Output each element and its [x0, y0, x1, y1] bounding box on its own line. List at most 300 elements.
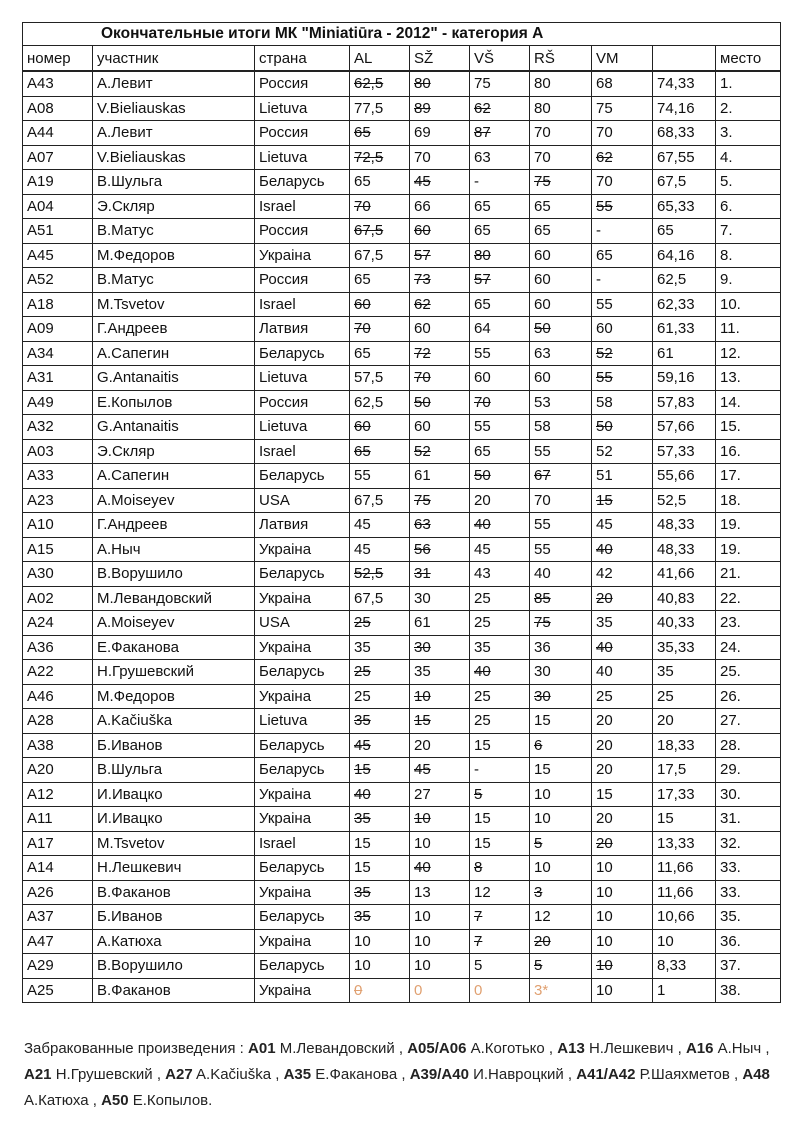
- cell-al: 60: [350, 415, 410, 440]
- rejected-entry-id: A48: [742, 1066, 770, 1083]
- cell-place: 28.: [716, 733, 781, 758]
- cell-rs: 30: [530, 684, 592, 709]
- cell-sz: 75: [410, 488, 470, 513]
- cell-place: 14.: [716, 390, 781, 415]
- table-row: [23, 194, 781, 219]
- cell-participant: A.Moiseyev: [93, 611, 255, 636]
- cell-rs: 58: [530, 415, 592, 440]
- cell-sz: 10: [410, 831, 470, 856]
- cell-vs: 65: [470, 292, 530, 317]
- cell-participant: Н.Лешкевич: [93, 856, 255, 881]
- cell-vm: 75: [592, 96, 653, 121]
- cell-average: 48,33: [653, 537, 716, 562]
- cell-participant: Г.Андреев: [93, 513, 255, 538]
- footnote-text: М.Левандовский ,: [275, 1040, 408, 1057]
- col-header-vs: VŠ: [470, 46, 530, 72]
- cell-rs: 60: [530, 243, 592, 268]
- cell-number: A46: [23, 684, 93, 709]
- cell-average: 57,33: [653, 439, 716, 464]
- cell-number: A03: [23, 439, 93, 464]
- cell-place: 37.: [716, 954, 781, 979]
- cell-sz: 60: [410, 317, 470, 342]
- cell-vs: 35: [470, 635, 530, 660]
- table-row: [23, 71, 781, 96]
- cell-sz: 62: [410, 292, 470, 317]
- cell-number: A45: [23, 243, 93, 268]
- cell-vm: 40: [592, 660, 653, 685]
- table-row: [23, 121, 781, 146]
- cell-country: Беларусь: [255, 954, 350, 979]
- cell-sz: 10: [410, 684, 470, 709]
- cell-rs: 10: [530, 856, 592, 881]
- cell-country: Israel: [255, 439, 350, 464]
- table-row: [23, 415, 781, 440]
- cell-average: 74,16: [653, 96, 716, 121]
- cell-al: 72,5: [350, 145, 410, 170]
- cell-participant: А.Сапегин: [93, 341, 255, 366]
- cell-place: 36.: [716, 929, 781, 954]
- cell-average: 8,33: [653, 954, 716, 979]
- table-row: [23, 341, 781, 366]
- cell-average: 40,33: [653, 611, 716, 636]
- cell-number: A47: [23, 929, 93, 954]
- cell-vm: 55: [592, 292, 653, 317]
- col-header-average: [653, 46, 716, 72]
- cell-al: 67,5: [350, 243, 410, 268]
- footnote-text: А.Коготько ,: [466, 1040, 558, 1057]
- cell-country: Украіна: [255, 782, 350, 807]
- cell-vm: 70: [592, 121, 653, 146]
- cell-vm: -: [592, 219, 653, 244]
- cell-number: A11: [23, 807, 93, 832]
- cell-number: A37: [23, 905, 93, 930]
- table-row: [23, 586, 781, 611]
- cell-vs: 60: [470, 366, 530, 391]
- cell-al: 25: [350, 684, 410, 709]
- table-row: [23, 758, 781, 783]
- cell-vs: 65: [470, 439, 530, 464]
- cell-vm: 60: [592, 317, 653, 342]
- cell-sz: 63: [410, 513, 470, 538]
- cell-participant: В.Шульга: [93, 170, 255, 195]
- cell-vs: 45: [470, 537, 530, 562]
- table-row: [23, 513, 781, 538]
- cell-rs: 75: [530, 170, 592, 195]
- cell-average: 13,33: [653, 831, 716, 856]
- cell-country: Украіна: [255, 684, 350, 709]
- cell-rs: 65: [530, 194, 592, 219]
- results-table: [22, 22, 781, 1003]
- cell-country: Латвия: [255, 513, 350, 538]
- cell-al: 10: [350, 929, 410, 954]
- cell-al: 67,5: [350, 488, 410, 513]
- cell-number: A19: [23, 170, 93, 195]
- cell-number: A44: [23, 121, 93, 146]
- header-row: [23, 46, 781, 72]
- cell-vm: -: [592, 268, 653, 293]
- cell-sz: 30: [410, 635, 470, 660]
- cell-vm: 20: [592, 586, 653, 611]
- cell-vs: 25: [470, 611, 530, 636]
- cell-vs: 65: [470, 194, 530, 219]
- cell-sz: 61: [410, 611, 470, 636]
- cell-sz: 40: [410, 856, 470, 881]
- cell-vm: 40: [592, 635, 653, 660]
- cell-sz: 50: [410, 390, 470, 415]
- cell-average: 65: [653, 219, 716, 244]
- footnote-text: И.Навроцкий ,: [468, 1066, 577, 1083]
- cell-average: 68,33: [653, 121, 716, 146]
- cell-vm: 45: [592, 513, 653, 538]
- cell-place: 33.: [716, 856, 781, 881]
- col-header-rs: RŠ: [530, 46, 592, 72]
- table-row: [23, 366, 781, 391]
- cell-sz: 10: [410, 929, 470, 954]
- cell-sz: 30: [410, 586, 470, 611]
- rejected-entry-id: A21: [24, 1066, 52, 1083]
- cell-participant: Б.Иванов: [93, 733, 255, 758]
- cell-vs: 12: [470, 880, 530, 905]
- cell-al: 35: [350, 880, 410, 905]
- table-row: [23, 145, 781, 170]
- cell-al: 45: [350, 537, 410, 562]
- cell-average: 67,55: [653, 145, 716, 170]
- cell-average: 35: [653, 660, 716, 685]
- cell-vs: 25: [470, 586, 530, 611]
- cell-place: 16.: [716, 439, 781, 464]
- cell-number: A31: [23, 366, 93, 391]
- cell-country: Israel: [255, 194, 350, 219]
- cell-vs: 63: [470, 145, 530, 170]
- cell-vm: 58: [592, 390, 653, 415]
- cell-al: 60: [350, 292, 410, 317]
- table-row: [23, 856, 781, 881]
- table-row: [23, 660, 781, 685]
- cell-average: 11,66: [653, 856, 716, 881]
- cell-place: 18.: [716, 488, 781, 513]
- cell-number: A12: [23, 782, 93, 807]
- footnote-text: Н.Грушевский ,: [51, 1066, 166, 1083]
- cell-place: 32.: [716, 831, 781, 856]
- cell-rs: 15: [530, 758, 592, 783]
- cell-average: 64,16: [653, 243, 716, 268]
- page-title: Окончательные итоги МК "Miniatiūra - 2012" - категория А: [23, 23, 781, 46]
- cell-place: 2.: [716, 96, 781, 121]
- cell-vs: 8: [470, 856, 530, 881]
- cell-average: 41,66: [653, 562, 716, 587]
- cell-average: 40,83: [653, 586, 716, 611]
- cell-country: Украіна: [255, 243, 350, 268]
- cell-sz: 10: [410, 807, 470, 832]
- cell-country: Israel: [255, 831, 350, 856]
- cell-average: 59,16: [653, 366, 716, 391]
- cell-place: 26.: [716, 684, 781, 709]
- table-row: [23, 635, 781, 660]
- table-row: [23, 243, 781, 268]
- cell-country: Россия: [255, 390, 350, 415]
- cell-average: 11,66: [653, 880, 716, 905]
- table-row: [23, 562, 781, 587]
- cell-number: A32: [23, 415, 93, 440]
- footnote-text: А.Ныч ,: [713, 1040, 770, 1057]
- cell-rs: 5: [530, 831, 592, 856]
- cell-vm: 40: [592, 537, 653, 562]
- footnote-text: Р.Шаяхметов ,: [635, 1066, 743, 1083]
- table-row: [23, 880, 781, 905]
- cell-average: 48,33: [653, 513, 716, 538]
- cell-participant: A.Kačiuška: [93, 709, 255, 734]
- cell-al: 25: [350, 660, 410, 685]
- cell-rs: 63: [530, 341, 592, 366]
- cell-vs: -: [470, 170, 530, 195]
- cell-country: Беларусь: [255, 856, 350, 881]
- cell-rs: 3*: [530, 978, 592, 1003]
- cell-sz: 72: [410, 341, 470, 366]
- cell-number: A23: [23, 488, 93, 513]
- cell-vm: 20: [592, 709, 653, 734]
- cell-al: 65: [350, 439, 410, 464]
- cell-participant: Н.Грушевский: [93, 660, 255, 685]
- cell-rs: 20: [530, 929, 592, 954]
- cell-participant: А.Сапегин: [93, 464, 255, 489]
- cell-al: 35: [350, 635, 410, 660]
- footnote-text: Н.Лешкевич ,: [584, 1040, 686, 1057]
- cell-al: 40: [350, 782, 410, 807]
- cell-sz: 31: [410, 562, 470, 587]
- cell-vm: 10: [592, 905, 653, 930]
- cell-sz: 15: [410, 709, 470, 734]
- cell-vs: -: [470, 758, 530, 783]
- cell-vs: 64: [470, 317, 530, 342]
- cell-participant: M.Tsvetov: [93, 831, 255, 856]
- cell-rs: 55: [530, 513, 592, 538]
- cell-number: A22: [23, 660, 93, 685]
- cell-place: 4.: [716, 145, 781, 170]
- cell-al: 15: [350, 831, 410, 856]
- cell-al: 65: [350, 341, 410, 366]
- cell-average: 62,33: [653, 292, 716, 317]
- table-row: [23, 488, 781, 513]
- cell-average: 65,33: [653, 194, 716, 219]
- cell-sz: 45: [410, 758, 470, 783]
- cell-place: 33.: [716, 880, 781, 905]
- cell-sz: 56: [410, 537, 470, 562]
- cell-vm: 50: [592, 415, 653, 440]
- cell-place: 35.: [716, 905, 781, 930]
- cell-vs: 70: [470, 390, 530, 415]
- cell-rs: 65: [530, 219, 592, 244]
- cell-vs: 25: [470, 709, 530, 734]
- cell-country: Беларусь: [255, 562, 350, 587]
- cell-al: 65: [350, 268, 410, 293]
- cell-sz: 45: [410, 170, 470, 195]
- rejected-entry-id: A39/A40: [409, 1066, 469, 1083]
- cell-country: Украіна: [255, 880, 350, 905]
- cell-participant: В.Матус: [93, 268, 255, 293]
- cell-vm: 65: [592, 243, 653, 268]
- cell-place: 15.: [716, 415, 781, 440]
- cell-average: 52,5: [653, 488, 716, 513]
- cell-vm: 55: [592, 194, 653, 219]
- cell-vs: 15: [470, 733, 530, 758]
- cell-number: A29: [23, 954, 93, 979]
- cell-participant: В.Факанов: [93, 880, 255, 905]
- cell-country: Беларусь: [255, 758, 350, 783]
- cell-country: Беларусь: [255, 170, 350, 195]
- cell-vs: 20: [470, 488, 530, 513]
- cell-sz: 10: [410, 905, 470, 930]
- cell-average: 1: [653, 978, 716, 1003]
- cell-al: 67,5: [350, 219, 410, 244]
- cell-participant: Е.Копылов: [93, 390, 255, 415]
- cell-vs: 40: [470, 513, 530, 538]
- cell-vs: 50: [470, 464, 530, 489]
- cell-al: 45: [350, 733, 410, 758]
- cell-al: 62,5: [350, 390, 410, 415]
- cell-number: A25: [23, 978, 93, 1003]
- rejected-entry-id: A13: [557, 1040, 585, 1057]
- cell-country: Беларусь: [255, 660, 350, 685]
- cell-average: 18,33: [653, 733, 716, 758]
- cell-number: A28: [23, 709, 93, 734]
- cell-average: 55,66: [653, 464, 716, 489]
- cell-sz: 60: [410, 219, 470, 244]
- cell-place: 3.: [716, 121, 781, 146]
- cell-sz: 66: [410, 194, 470, 219]
- cell-place: 13.: [716, 366, 781, 391]
- cell-rs: 12: [530, 905, 592, 930]
- cell-average: 10: [653, 929, 716, 954]
- col-header-al: AL: [350, 46, 410, 72]
- footnote-text: Забракованные произведения :: [24, 1040, 249, 1057]
- cell-al: 35: [350, 807, 410, 832]
- cell-place: 10.: [716, 292, 781, 317]
- cell-participant: М.Левандовский: [93, 586, 255, 611]
- cell-vs: 55: [470, 415, 530, 440]
- cell-vm: 20: [592, 733, 653, 758]
- cell-place: 22.: [716, 586, 781, 611]
- cell-number: A20: [23, 758, 93, 783]
- cell-number: A51: [23, 219, 93, 244]
- cell-vs: 43: [470, 562, 530, 587]
- table-row: [23, 782, 781, 807]
- cell-number: A09: [23, 317, 93, 342]
- cell-participant: Е.Факанова: [93, 635, 255, 660]
- table-row: [23, 439, 781, 464]
- col-header-place: место: [716, 46, 781, 72]
- cell-place: 31.: [716, 807, 781, 832]
- cell-al: 57,5: [350, 366, 410, 391]
- results-body: [23, 71, 781, 1003]
- cell-participant: В.Матус: [93, 219, 255, 244]
- cell-vm: 15: [592, 488, 653, 513]
- cell-place: 6.: [716, 194, 781, 219]
- table-row: [23, 390, 781, 415]
- cell-rs: 36: [530, 635, 592, 660]
- cell-place: 1.: [716, 71, 781, 96]
- cell-place: 5.: [716, 170, 781, 195]
- table-row: [23, 929, 781, 954]
- cell-rs: 80: [530, 71, 592, 96]
- cell-vm: 20: [592, 807, 653, 832]
- cell-rs: 60: [530, 366, 592, 391]
- cell-rs: 80: [530, 96, 592, 121]
- cell-number: A30: [23, 562, 93, 587]
- cell-country: Россия: [255, 219, 350, 244]
- table-row: [23, 733, 781, 758]
- table-row: [23, 219, 781, 244]
- cell-rs: 5: [530, 954, 592, 979]
- cell-place: 29.: [716, 758, 781, 783]
- cell-sz: 27: [410, 782, 470, 807]
- cell-rs: 30: [530, 660, 592, 685]
- table-row: [23, 831, 781, 856]
- cell-vs: 87: [470, 121, 530, 146]
- cell-country: Украіна: [255, 929, 350, 954]
- cell-rs: 3: [530, 880, 592, 905]
- cell-participant: V.Bieliauskas: [93, 96, 255, 121]
- cell-vs: 0: [470, 978, 530, 1003]
- cell-rs: 67: [530, 464, 592, 489]
- cell-number: A34: [23, 341, 93, 366]
- cell-place: 25.: [716, 660, 781, 685]
- table-row: [23, 954, 781, 979]
- cell-country: Lietuva: [255, 145, 350, 170]
- cell-sz: 13: [410, 880, 470, 905]
- cell-country: Украіна: [255, 586, 350, 611]
- cell-number: A38: [23, 733, 93, 758]
- cell-vm: 52: [592, 439, 653, 464]
- cell-vs: 57: [470, 268, 530, 293]
- cell-place: 38.: [716, 978, 781, 1003]
- cell-al: 55: [350, 464, 410, 489]
- cell-number: A24: [23, 611, 93, 636]
- rejected-entry-id: A27: [165, 1066, 193, 1083]
- cell-sz: 61: [410, 464, 470, 489]
- cell-country: Украіна: [255, 537, 350, 562]
- cell-country: Украіна: [255, 807, 350, 832]
- cell-vs: 75: [470, 71, 530, 96]
- cell-average: 35,33: [653, 635, 716, 660]
- cell-country: USA: [255, 611, 350, 636]
- cell-number: A08: [23, 96, 93, 121]
- cell-al: 45: [350, 513, 410, 538]
- cell-rs: 70: [530, 121, 592, 146]
- cell-al: 15: [350, 758, 410, 783]
- cell-place: 17.: [716, 464, 781, 489]
- cell-participant: G.Antanaitis: [93, 366, 255, 391]
- cell-al: 15: [350, 856, 410, 881]
- cell-average: 74,33: [653, 71, 716, 96]
- cell-vm: 10: [592, 954, 653, 979]
- rejected-entry-id: A50: [101, 1092, 129, 1109]
- cell-vm: 10: [592, 929, 653, 954]
- table-row: [23, 684, 781, 709]
- cell-country: Украіна: [255, 978, 350, 1003]
- footnote-text: Е.Факанова ,: [311, 1066, 410, 1083]
- cell-place: 11.: [716, 317, 781, 342]
- cell-rs: 55: [530, 537, 592, 562]
- cell-participant: M.Tsvetov: [93, 292, 255, 317]
- cell-place: 24.: [716, 635, 781, 660]
- cell-participant: A.Moiseyev: [93, 488, 255, 513]
- cell-rs: 53: [530, 390, 592, 415]
- cell-number: A36: [23, 635, 93, 660]
- cell-participant: Э.Скляр: [93, 194, 255, 219]
- cell-participant: А.Катюха: [93, 929, 255, 954]
- cell-average: 25: [653, 684, 716, 709]
- table-row: [23, 978, 781, 1003]
